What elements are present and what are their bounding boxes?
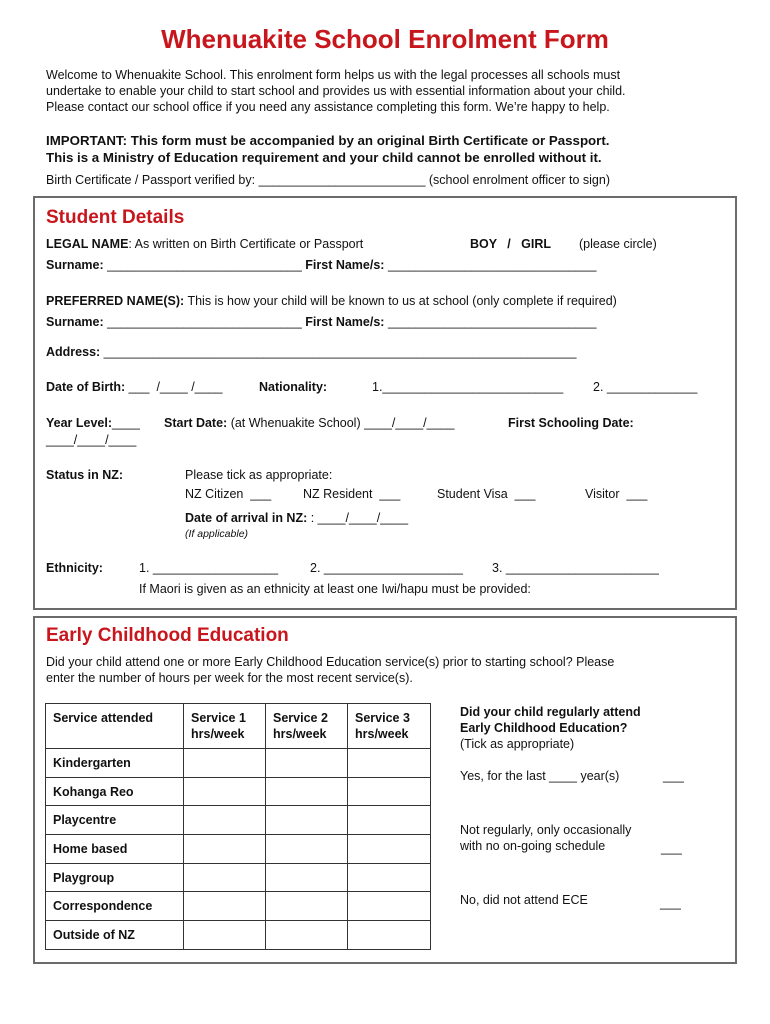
hours-input[interactable] xyxy=(348,806,431,835)
important-line: IMPORTANT: This form must be accompanied by an original Birth Certificate or Passport. xyxy=(46,133,610,148)
status-hint: Please tick as appropriate: xyxy=(185,468,333,482)
table-row xyxy=(46,892,431,921)
form-title: Whenuakite School Enrolment Form xyxy=(161,24,609,54)
preferred-name-row[interactable]: Surname: ____________________________ First Name/s: ______________________________ xyxy=(46,315,597,329)
service-name: Outside of NZ xyxy=(46,921,184,950)
option-not-regular-label xyxy=(460,822,631,854)
hours-input[interactable] xyxy=(184,863,266,892)
col-service-attended: Service attended xyxy=(46,704,184,749)
service-name: Playgroup xyxy=(46,863,184,892)
ethnicity-3-field[interactable]: 3. ______________________ xyxy=(492,561,659,575)
hours-input[interactable] xyxy=(266,835,348,864)
gender-choice[interactable]: BOY / GIRL xyxy=(470,237,552,251)
hours-input[interactable] xyxy=(266,921,348,950)
col-service-3: Service 3 hrs/week xyxy=(348,704,431,749)
ece-question xyxy=(46,654,614,686)
nationality-1-field[interactable]: 1.__________________________ xyxy=(372,380,564,394)
hours-input[interactable] xyxy=(266,863,348,892)
tick-hint: (Tick as appropriate) xyxy=(460,737,575,751)
hours-input[interactable] xyxy=(184,806,266,835)
first-schooling-field[interactable]: ____/____/____ xyxy=(46,433,137,447)
address-field[interactable]: Address: ____________________________________________________________________ xyxy=(46,345,577,359)
important-notice xyxy=(46,132,746,166)
if-applicable-hint: (If applicable) xyxy=(185,528,249,540)
intro-line: Please contact our school office if you need any assistance completing this form. We’re happy to help. xyxy=(46,100,610,114)
hours-input[interactable] xyxy=(184,749,266,778)
hours-input[interactable] xyxy=(184,892,266,921)
hours-input[interactable] xyxy=(348,892,431,921)
hours-input[interactable] xyxy=(348,921,431,950)
intro-text xyxy=(46,67,736,115)
verified-by-field[interactable]: Birth Certificate / Passport verified by: ________________________ (school enrolment officer to sign) xyxy=(46,173,611,187)
ece-hours-table xyxy=(45,703,431,950)
first-schooling-label: First Schooling Date: xyxy=(508,416,634,430)
dob-field[interactable]: Date of Birth: ___ /____ /____ xyxy=(46,380,223,394)
service-name: Home based xyxy=(46,835,184,864)
nationality-label: Nationality: xyxy=(259,380,328,394)
nz-citizen-option[interactable]: NZ Citizen ___ xyxy=(185,487,272,501)
nz-resident-option[interactable]: NZ Resident ___ xyxy=(303,487,401,501)
year-level-field[interactable]: Year Level:____ xyxy=(46,416,140,430)
table-row xyxy=(46,749,431,778)
start-date-field[interactable]: Start Date: (at Whenuakite School) ____/____/____ xyxy=(164,416,455,430)
table-row xyxy=(46,806,431,835)
ethnicity-2-field[interactable]: 2. ____________________ xyxy=(310,561,463,575)
option-yes-label: Yes, for the last ____ year(s) xyxy=(460,769,620,783)
regular-q-line: Early Childhood Education? xyxy=(460,721,628,735)
intro-line: undertake to enable your child to start school and provides us with essential information about your child. xyxy=(46,84,626,98)
hours-input[interactable] xyxy=(184,777,266,806)
ethnicity-label: Ethnicity: xyxy=(46,561,103,575)
table-row xyxy=(46,921,431,950)
option-not-regular-tick[interactable]: ___ xyxy=(661,841,682,855)
hours-input[interactable] xyxy=(266,892,348,921)
regular-q-line: Did your child regularly attend xyxy=(460,705,641,719)
student-details-heading: Student Details xyxy=(46,207,185,228)
table-header-row xyxy=(46,704,431,749)
maori-iwi-note: If Maori is given as an ethnicity at least one Iwi/hapu must be provided: xyxy=(139,582,531,596)
service-name: Kohanga Reo xyxy=(46,777,184,806)
hours-input[interactable] xyxy=(184,835,266,864)
important-line: This is a Ministry of Education requirement and your child cannot be enrolled without it. xyxy=(46,150,602,165)
col-service-1: Service 1 hrs/week xyxy=(184,704,266,749)
hours-input[interactable] xyxy=(266,777,348,806)
ece-question-line: enter the number of hours per week for the most recent service(s). xyxy=(46,671,413,685)
option-line: with no on-going schedule xyxy=(460,839,606,853)
hours-input[interactable] xyxy=(266,806,348,835)
service-name: Playcentre xyxy=(46,806,184,835)
hours-input[interactable] xyxy=(348,777,431,806)
option-no-tick[interactable]: ___ xyxy=(660,896,681,910)
table-row xyxy=(46,835,431,864)
ethnicity-1-field[interactable]: 1. __________________ xyxy=(139,561,279,575)
hours-input[interactable] xyxy=(184,921,266,950)
visitor-option[interactable]: Visitor ___ xyxy=(585,487,648,501)
regular-attendance-question xyxy=(460,704,641,736)
legal-name-label: LEGAL NAME: As written on Birth Certificate or Passport xyxy=(46,237,364,251)
service-name: Correspondence xyxy=(46,892,184,921)
preferred-name-label: PREFERRED NAME(S): This is how your child will be known to us at school (only complete if required) xyxy=(46,294,617,308)
arrival-date-field[interactable]: Date of arrival in NZ: : ____/____/____ xyxy=(185,511,409,525)
option-yes-tick[interactable]: ___ xyxy=(663,769,684,783)
intro-line: Welcome to Whenuakite School. This enrolment form helps us with the legal processes all schools must xyxy=(46,68,621,82)
hours-input[interactable] xyxy=(266,749,348,778)
table-row xyxy=(46,863,431,892)
service-name: Kindergarten xyxy=(46,749,184,778)
nationality-2-field[interactable]: 2. _____________ xyxy=(593,380,698,394)
table-row xyxy=(46,777,431,806)
student-visa-option[interactable]: Student Visa ___ xyxy=(437,487,536,501)
ece-question-line: Did your child attend one or more Early Childhood Education service(s) prior to starting school? Please xyxy=(46,655,615,669)
please-circle-hint: (please circle) xyxy=(579,237,657,251)
status-label: Status in NZ: xyxy=(46,468,124,482)
ece-heading: Early Childhood Education xyxy=(46,625,289,646)
option-no-label: No, did not attend ECE xyxy=(460,893,588,907)
col-service-2: Service 2 hrs/week xyxy=(266,704,348,749)
hours-input[interactable] xyxy=(348,749,431,778)
hours-input[interactable] xyxy=(348,863,431,892)
option-line: Not regularly, only occasionally xyxy=(460,823,632,837)
legal-name-row[interactable]: Surname: ____________________________ First Name/s: ______________________________ xyxy=(46,258,597,272)
hours-input[interactable] xyxy=(348,835,431,864)
